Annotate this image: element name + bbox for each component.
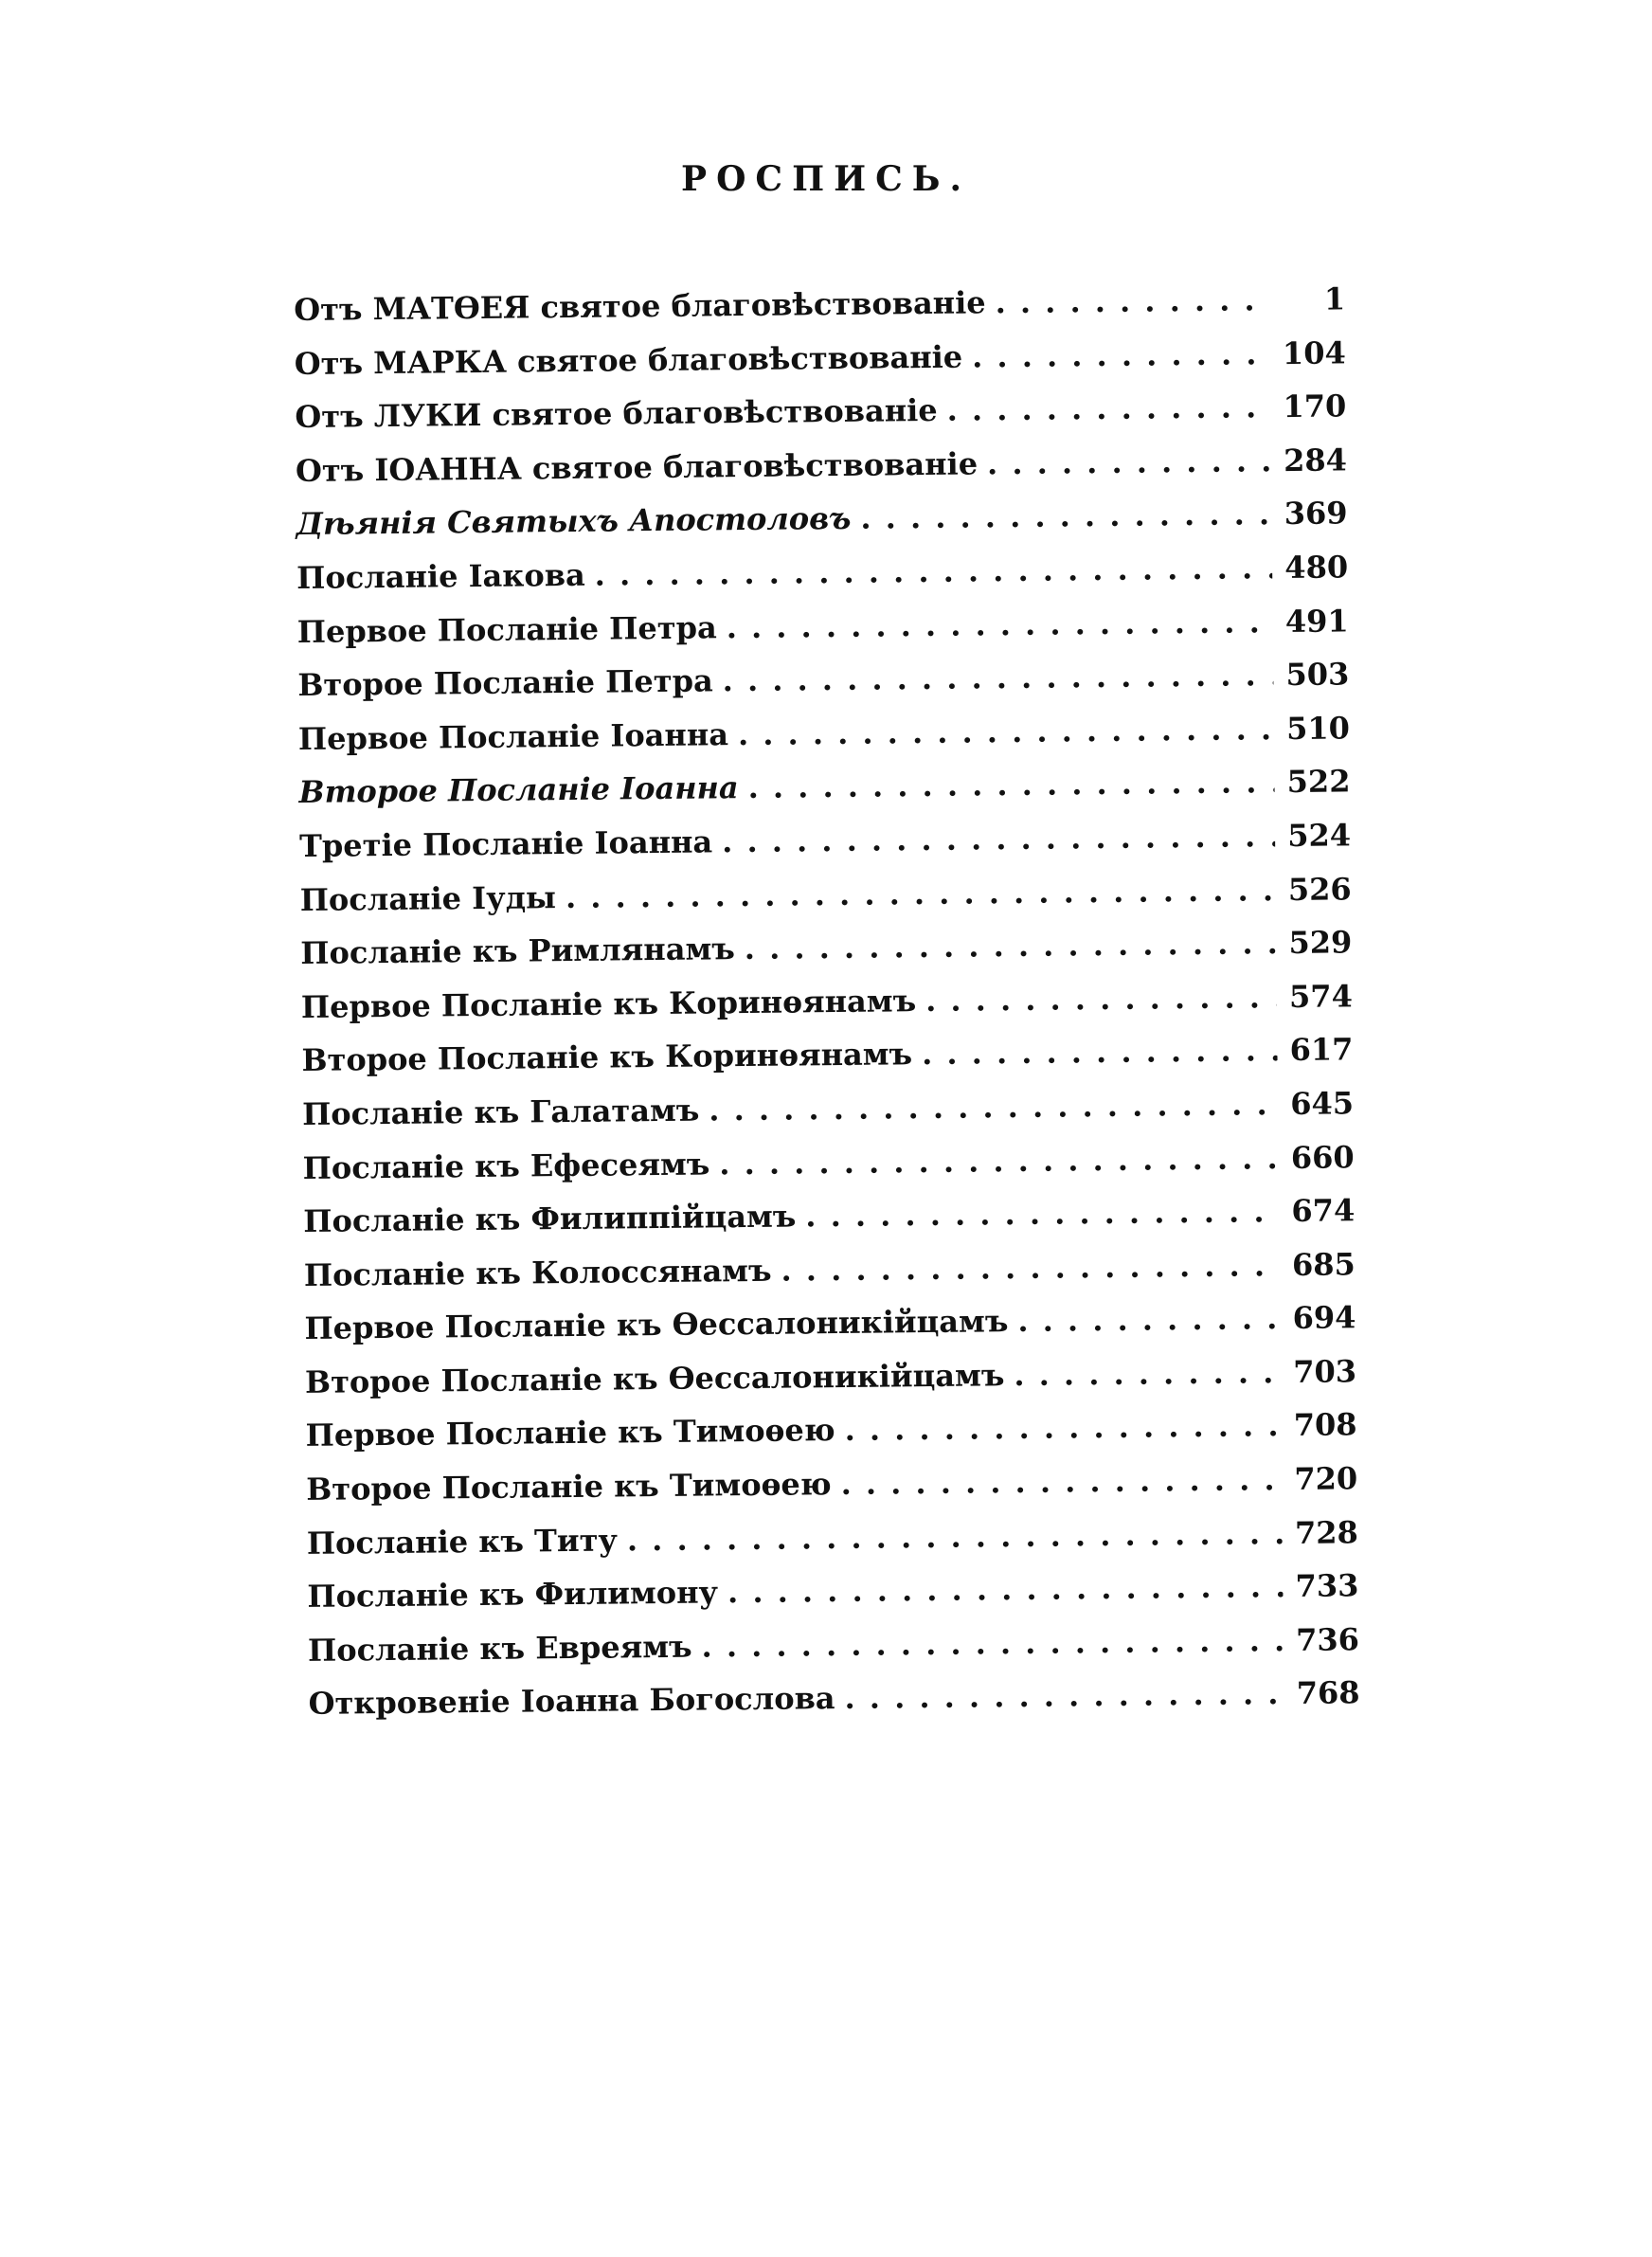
toc-entry-title: Отъ ЛУКИ святое благовѣствованіе bbox=[295, 392, 938, 436]
toc-entry-title: Первое Посланіе Іоанна bbox=[297, 715, 729, 757]
dot-leader bbox=[987, 442, 1271, 481]
toc-entry-page-number: 617 bbox=[1289, 1031, 1354, 1069]
toc-entry-title: Посланіе къ Ефесеямъ bbox=[302, 1145, 710, 1186]
toc-entry-title: Отъ МАРКА святое благовѣствованіе bbox=[294, 338, 963, 382]
dot-leader bbox=[627, 1515, 1283, 1558]
dot-leader bbox=[727, 1568, 1284, 1610]
toc-entry-title: Первое Посланіе къ Коринѳянамъ bbox=[300, 982, 917, 1025]
toc-entry-title: Посланіе Іакова bbox=[296, 556, 585, 596]
toc-entry-page-number: 526 bbox=[1287, 870, 1352, 908]
toc-entry-title: Посланіе къ Римлянамъ bbox=[300, 930, 736, 972]
dot-leader bbox=[709, 1086, 1278, 1128]
toc-entry-title: Первое Посланіе къ Ѳессалоникійцамъ bbox=[304, 1303, 1009, 1347]
dot-leader bbox=[922, 1032, 1278, 1072]
toc-entry-page-number: 685 bbox=[1291, 1246, 1356, 1283]
toc-entry-title: Второе Посланіе Іоанна bbox=[298, 769, 739, 811]
toc-entry-title: Второе Посланіе къ Коринѳянамъ bbox=[301, 1036, 913, 1079]
toc-entry-title: Второе Посланіе Петра bbox=[297, 662, 713, 704]
table-of-contents bbox=[294, 280, 1360, 1740]
toc-entry-page-number: 491 bbox=[1284, 602, 1349, 640]
dot-leader bbox=[594, 550, 1272, 592]
toc-entry-title: Посланіе къ Титу bbox=[306, 1522, 619, 1562]
toc-entry-title: Второе Посланіе къ Тимоѳею bbox=[306, 1466, 832, 1508]
toc-entry-page-number: 510 bbox=[1285, 710, 1351, 747]
toc-entry-page-number: 720 bbox=[1294, 1460, 1358, 1498]
toc-entry-page-number: 522 bbox=[1286, 763, 1351, 801]
toc-entry-page-number: 104 bbox=[1282, 334, 1346, 371]
dot-leader bbox=[805, 1193, 1279, 1234]
toc-entry-title: Откровеніе Іоанна Богослова bbox=[308, 1680, 835, 1723]
toc-entry-page-number: 284 bbox=[1283, 442, 1348, 478]
toc-entry-page-number: 728 bbox=[1294, 1513, 1358, 1551]
toc-entry-page-number: 574 bbox=[1288, 978, 1354, 1015]
toc-entry-title: Посланіе къ Филиппійцамъ bbox=[303, 1198, 797, 1240]
dot-leader bbox=[722, 657, 1273, 698]
toc-entry-page-number: 480 bbox=[1284, 549, 1349, 587]
dot-leader bbox=[781, 1247, 1280, 1289]
toc-entry-title: Посланіе къ Евреямъ bbox=[307, 1628, 692, 1669]
dot-leader bbox=[844, 1408, 1281, 1449]
dot-leader bbox=[722, 818, 1275, 859]
toc-entry-page-number: 733 bbox=[1295, 1567, 1359, 1605]
toc-entry-page-number: 170 bbox=[1283, 388, 1347, 425]
toc-entry-page-number: 369 bbox=[1284, 495, 1348, 533]
toc-entry-page-number: 708 bbox=[1293, 1406, 1357, 1444]
toc-entry-title: Третіе Посланіе Іоанна bbox=[298, 823, 713, 864]
dot-leader bbox=[1017, 1300, 1280, 1339]
toc-entry-title: Посланіе къ Галатамъ bbox=[301, 1092, 700, 1132]
dot-leader bbox=[726, 604, 1272, 645]
toc-entry-page-number: 524 bbox=[1287, 817, 1352, 854]
dot-leader bbox=[925, 979, 1277, 1019]
dot-leader bbox=[719, 1140, 1279, 1182]
dot-leader bbox=[701, 1622, 1284, 1664]
toc-entry-title: Отъ МАТѲЕЯ святое благовѣствованіе bbox=[294, 284, 986, 328]
toc-entry-page-number: 1 bbox=[1323, 280, 1346, 317]
toc-entry bbox=[308, 1675, 1360, 1740]
dot-leader bbox=[1014, 1354, 1281, 1393]
toc-entry-title: Посланіе Іуды bbox=[299, 878, 557, 918]
dot-leader bbox=[747, 765, 1274, 806]
dot-leader bbox=[738, 711, 1274, 752]
dot-leader bbox=[995, 281, 1269, 320]
toc-entry-page-number: 674 bbox=[1291, 1192, 1356, 1230]
toc-entry-page-number: 645 bbox=[1290, 1085, 1355, 1122]
toc-entry-page-number: 736 bbox=[1295, 1621, 1360, 1658]
dot-leader bbox=[745, 925, 1277, 966]
page-title: РОСПИСЬ. bbox=[681, 159, 971, 199]
dot-leader bbox=[840, 1461, 1282, 1502]
toc-entry-page-number: 660 bbox=[1290, 1138, 1355, 1176]
toc-entry-title: Второе Посланіе къ Ѳессалоникійцамъ bbox=[304, 1357, 1005, 1400]
toc-entry-title: Дѣянія Святыхъ Апостоловъ bbox=[296, 500, 852, 543]
dot-leader bbox=[946, 388, 1270, 428]
dot-leader bbox=[844, 1676, 1284, 1717]
toc-entry-title: Первое Посланіе къ Тимоѳею bbox=[305, 1412, 835, 1454]
toc-entry-page-number: 503 bbox=[1285, 656, 1350, 694]
toc-entry-title: Посланіе къ Филимону bbox=[307, 1574, 719, 1616]
dot-leader bbox=[972, 335, 1270, 374]
toc-entry-page-number: 768 bbox=[1296, 1674, 1360, 1712]
toc-entry-title: Отъ ІОАННА святое благовѣствованіе bbox=[295, 445, 979, 489]
toc-entry-page-number: 529 bbox=[1288, 924, 1353, 962]
toc-entry-page-number: 703 bbox=[1292, 1353, 1357, 1390]
toc-entry-page-number: 694 bbox=[1292, 1299, 1356, 1337]
toc-entry-title: Первое Посланіе Петра bbox=[296, 608, 717, 650]
toc-entry-title: Посланіе къ Колоссянамъ bbox=[303, 1252, 772, 1293]
dot-leader bbox=[566, 872, 1276, 915]
dot-leader bbox=[860, 497, 1271, 537]
